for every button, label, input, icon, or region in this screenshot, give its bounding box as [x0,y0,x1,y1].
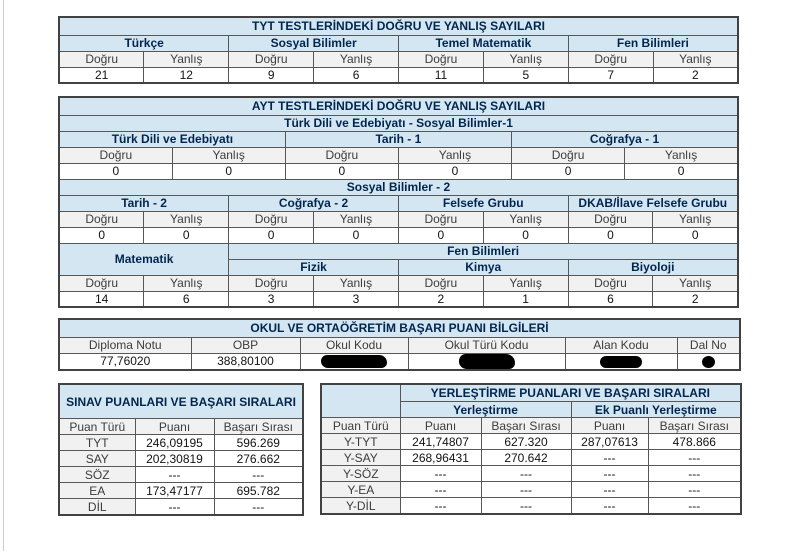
okul-kodu-redacted [300,353,408,370]
subject-header-cografya2: Coğrafya - 2 [229,195,399,211]
table-row [321,482,741,498]
dogru-label: Doğru [568,275,653,291]
dogru-value: 0 [512,163,625,179]
ek-sira-cell: --- [648,466,741,482]
dogru-label: Doğru [59,275,144,291]
scores-section [58,383,739,516]
redaction-mark [459,354,515,369]
dogru-label: Doğru [59,147,172,163]
subject-header-kimya: Kimya [398,259,568,275]
puan-turu-cell: Y-EA [321,482,400,498]
dogru-value: 3 [229,291,314,307]
yanlis-label: Yanlış [144,275,229,291]
table-row [59,435,303,451]
ayt-section2-banner: Sosyal Bilimler - 2 [59,179,738,195]
ek-puan-cell: --- [571,450,648,466]
dogru-label: Doğru [59,211,144,227]
ayt-section1-banner: Türk Dili ve Edebiyatı - Sosyal Bilimler-1 [59,115,738,131]
group-header-ek-puanli: Ek Puanlı Yerleştirme [571,402,741,418]
yanlis-label: Yanlış [314,51,399,67]
puan-turu-cell: EA [59,483,135,499]
dogru-label: Doğru [398,211,483,227]
ek-sira-cell: 478.866 [648,434,741,450]
dogru-value: 9 [229,67,314,83]
dogru-value: 14 [59,291,144,307]
puan-cell: 173,47177 [135,483,214,499]
col-header-puani: Puanı [135,419,214,435]
subject-header-matematik: Temel Matematik [399,35,569,51]
yerlestirme-puanlari-table [320,383,742,515]
sira-cell: --- [214,467,303,483]
puan-turu-cell: DİL [59,499,135,515]
dogru-value: 0 [568,227,653,243]
puan-cell: --- [400,466,481,482]
col-header-puan-turu: Puan Türü [321,418,400,434]
sira-cell: 596.269 [214,435,303,451]
subject-header-tde: Türk Dili ve Edebiyatı [59,131,285,147]
dal-no-redacted [677,353,740,370]
redaction-mark [702,356,715,368]
ayt-results-table [58,96,739,308]
subject-header-tarih2: Tarih - 2 [59,195,229,211]
yanlis-value: 2 [653,291,738,307]
table-row [59,467,303,483]
ek-sira-cell: --- [648,450,741,466]
ek-puan-cell: --- [571,498,648,514]
yanlis-value: 6 [144,291,229,307]
col-header-diploma-notu: Diploma Notu [59,337,191,353]
dogru-label: Doğru [568,51,653,67]
subject-header-sosyal: Sosyal Bilimler [229,35,399,51]
yanlis-value: 5 [483,67,568,83]
subject-header-matematik-ayt: Matematik [59,243,229,275]
table-row [59,499,303,515]
col-header-dal-no: Dal No [677,337,740,353]
dogru-value: 0 [229,227,314,243]
col-header-alan-kodu: Alan Kodu [565,337,677,353]
fen-bilimleri-group-header: Fen Bilimleri [229,243,738,259]
subject-header-turkce: Türkçe [59,35,229,51]
redaction-mark [600,356,642,368]
subject-header-dkab: DKAB/İlave Felsefe Grubu [568,195,738,211]
puan-cell: 241,74807 [400,434,481,450]
yanlis-label: Yanlış [653,211,738,227]
yanlis-label: Yanlış [653,51,738,67]
dogru-label: Doğru [229,51,314,67]
yanlis-value: 3 [314,291,399,307]
puan-cell: --- [400,498,481,514]
dogru-label: Doğru [229,275,314,291]
puan-turu-cell: SÖZ [59,467,135,483]
subject-header-tarih1: Tarih - 1 [285,131,511,147]
dogru-label: Doğru [285,147,398,163]
dogru-label: Doğru [398,275,483,291]
tyt-table-title: TYT TESTLERİNDEKİ DOĞRU VE YANLIŞ SAYILARI [59,17,738,35]
yanlis-value: 0 [653,227,738,243]
table-row [59,451,303,467]
yanlis-value: 0 [144,227,229,243]
puan-turu-cell: Y-DİL [321,498,400,514]
yanlis-value: 2 [653,67,738,83]
dogru-value: 2 [398,291,483,307]
obp-value: 388,80100 [191,353,300,370]
subject-header-fizik: Fizik [229,259,399,275]
puan-turu-cell: TYT [59,435,135,451]
sira-cell: 695.782 [214,483,303,499]
ayt-table-title: AYT TESTLERİNDEKİ DOĞRU VE YANLIŞ SAYILARI [59,97,738,115]
yanlis-value: 0 [625,163,738,179]
col-header-basari-sirasi-ek: Başarı Sırası [648,418,741,434]
puan-turu-cell: Y-SAY [321,450,400,466]
dogru-value: 21 [59,67,144,83]
yerlestirme-table-title: YERLEŞTİRME PUANLARI VE BAŞARI SIRALARI [400,384,741,402]
tyt-results-table [58,16,739,84]
sira-cell: 276.662 [214,451,303,467]
yerlestirme-corner-cell [321,384,400,418]
puan-cell: 268,96431 [400,450,481,466]
redaction-mark [321,355,387,368]
col-header-basari-sirasi: Başarı Sırası [214,419,303,435]
yanlis-value: 0 [314,227,399,243]
col-header-puani: Puanı [400,418,481,434]
yanlis-label: Yanlış [483,51,568,67]
puan-turu-cell: Y-SÖZ [321,466,400,482]
sira-cell: --- [481,482,571,498]
subject-header-felsefe: Felsefe Grubu [398,195,568,211]
alan-kodu-redacted [565,353,677,370]
ek-puan-cell: --- [571,466,648,482]
col-header-basari-sirasi: Başarı Sırası [481,418,571,434]
dogru-label: Doğru [59,51,144,67]
col-header-puan-turu: Puan Türü [59,419,135,435]
sinav-table-title: SINAV PUANLARI VE BAŞARI SIRALARI [59,384,303,419]
sira-cell: --- [214,499,303,515]
dogru-value: 0 [59,163,172,179]
yanlis-label: Yanlış [144,211,229,227]
sinav-puanlari-table [58,383,304,516]
yanlis-label: Yanlış [314,211,399,227]
puan-cell: 246,09195 [135,435,214,451]
sira-cell: 270.642 [481,450,571,466]
table-row [321,498,741,514]
dogru-value: 7 [568,67,653,83]
yanlis-value: 0 [483,227,568,243]
dogru-label: Doğru [229,211,314,227]
subject-header-cografya1: Coğrafya - 1 [512,131,739,147]
col-header-okul-kodu: Okul Kodu [300,337,408,353]
yanlis-label: Yanlış [398,147,511,163]
ek-puan-cell: --- [571,482,648,498]
sira-cell: 627.320 [481,434,571,450]
table-row [59,483,303,499]
dogru-value: 6 [568,291,653,307]
puan-turu-cell: SAY [59,451,135,467]
yanlis-label: Yanlış [144,51,229,67]
page-left-border [3,0,4,551]
dogru-label: Doğru [399,51,484,67]
yanlis-value: 1 [483,291,568,307]
puan-cell: --- [135,499,214,515]
col-header-okul-turu-kodu: Okul Türü Kodu [408,337,565,353]
yanlis-value: 0 [172,163,285,179]
yanlis-label: Yanlış [653,275,738,291]
dogru-value: 0 [398,227,483,243]
puan-turu-cell: Y-TYT [321,434,400,450]
sira-cell: --- [481,466,571,482]
yanlis-value: 12 [144,67,229,83]
dogru-value: 0 [285,163,398,179]
col-header-obp: OBP [191,337,300,353]
okul-turu-kodu-redacted [408,353,565,370]
yanlis-value: 6 [314,67,399,83]
puan-cell: --- [135,467,214,483]
dogru-value: 0 [59,227,144,243]
subject-header-biyoloji: Biyoloji [568,259,738,275]
results-page [58,16,739,516]
ek-puan-cell: 287,07613 [571,434,648,450]
yanlis-label: Yanlış [483,275,568,291]
sira-cell: --- [481,498,571,514]
col-header-puani-ek: Puanı [571,418,648,434]
yanlis-label: Yanlış [314,275,399,291]
puan-cell: 202,30819 [135,451,214,467]
yanlis-label: Yanlış [172,147,285,163]
dogru-label: Doğru [512,147,625,163]
ek-sira-cell: --- [648,498,741,514]
yanlis-value: 0 [398,163,511,179]
dogru-value: 11 [399,67,484,83]
table-row [321,466,741,482]
group-header-yerlestirme: Yerleştirme [400,402,571,418]
dogru-label: Doğru [568,211,653,227]
okul-table-title: OKUL VE ORTAÖĞRETİM BAŞARI PUANI BİLGİLERİ [59,319,740,337]
yanlis-label: Yanlış [625,147,738,163]
yanlis-label: Yanlış [483,211,568,227]
table-row [321,434,741,450]
table-row [321,450,741,466]
puan-cell: --- [400,482,481,498]
okul-obp-table [58,318,741,371]
diploma-notu-value: 77,76020 [59,353,191,370]
subject-header-fen: Fen Bilimleri [568,35,738,51]
ek-sira-cell: --- [648,482,741,498]
